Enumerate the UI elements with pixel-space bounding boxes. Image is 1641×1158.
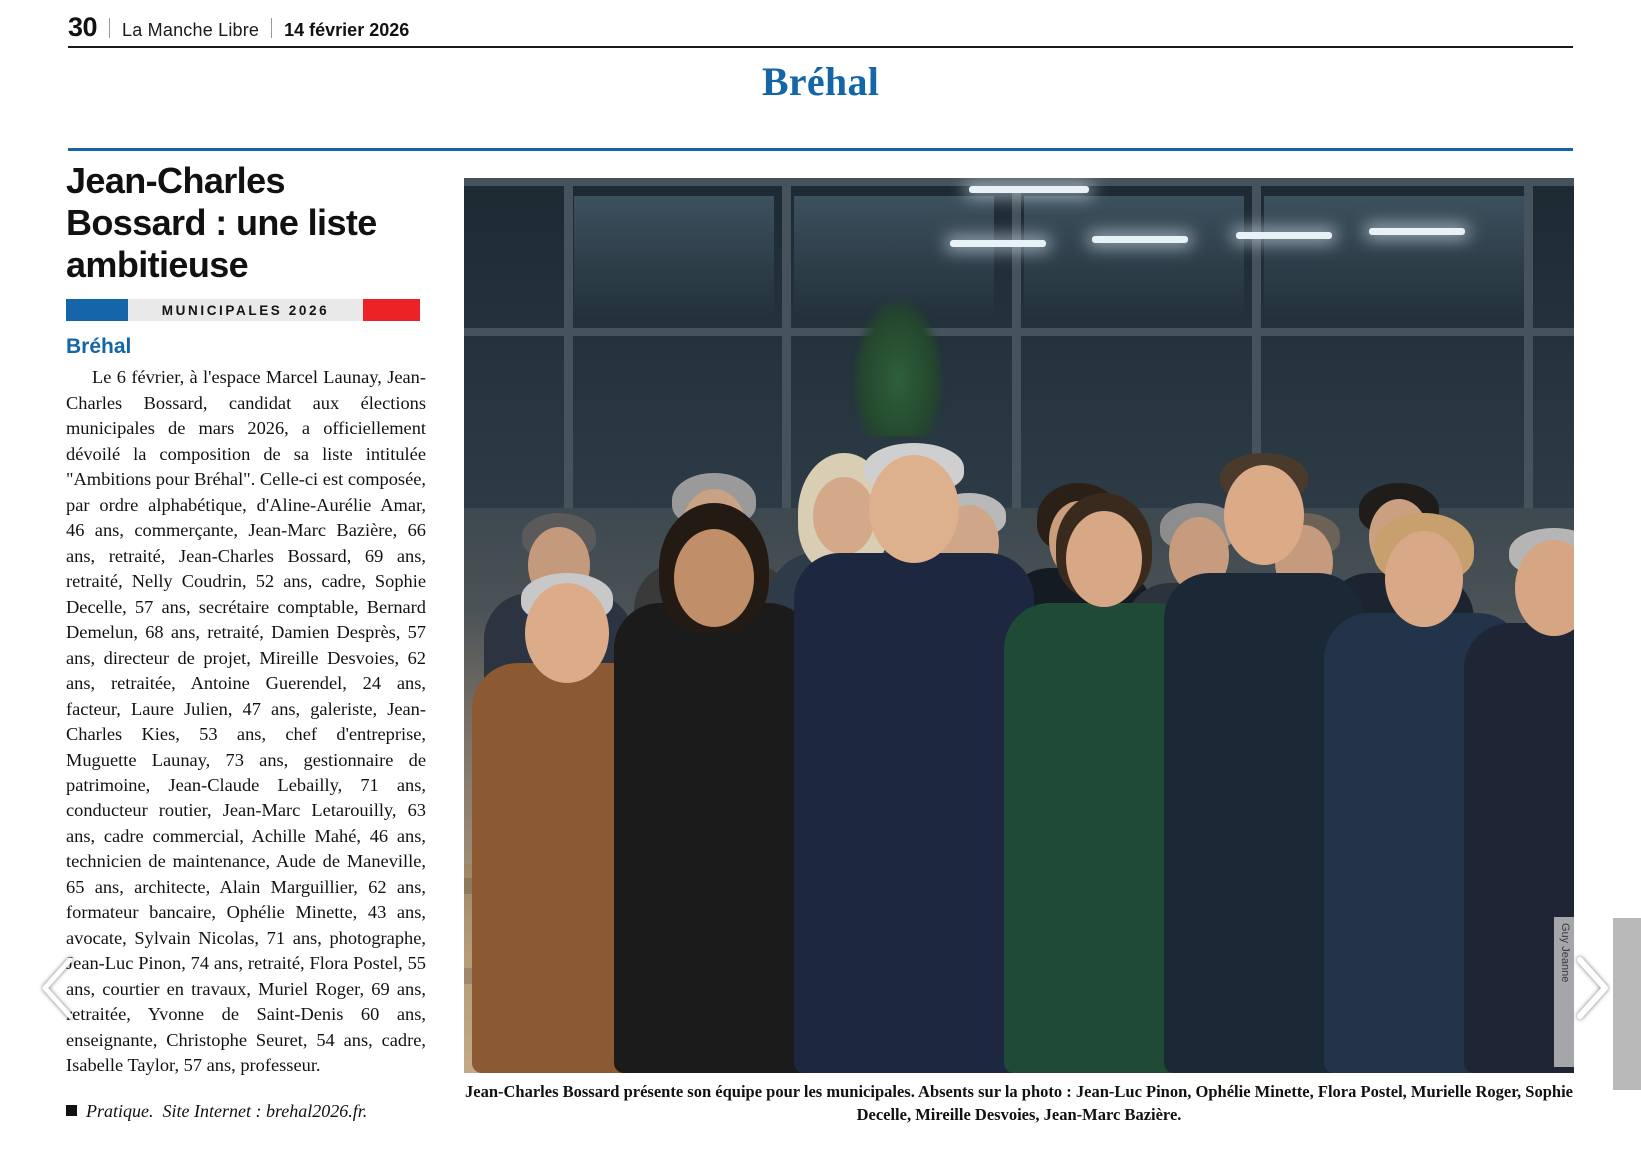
ceiling-light — [1369, 228, 1465, 235]
masthead-rule — [68, 46, 1573, 48]
photo-caption: Jean-Charles Bossard présente son équipe pour les municipales. Absents sur la photo : Jean-Luc Pinon, Ophélie Minette, Flora Postel, Murielle Roger, Sophie Decelle, Mireille Desvoies, Jean-Marc Bazière. — [465, 1082, 1573, 1124]
masthead-divider — [109, 18, 110, 38]
page-title: Jean-Charles Bossard : une liste ambitieuse — [66, 160, 377, 285]
ceiling-light — [1092, 236, 1188, 243]
ceiling-light — [969, 186, 1089, 193]
practical-info-text: Site Internet : brehal2026.fr. — [162, 1100, 368, 1121]
masthead — [68, 12, 1573, 46]
window-pane — [574, 196, 774, 316]
badge-label-wrap — [128, 299, 363, 321]
page-number: 30 — [68, 12, 98, 42]
bullet-square-icon — [66, 1105, 77, 1116]
window-mullion-h — [464, 178, 1574, 186]
window-pane — [1024, 196, 1244, 316]
masthead-divider-2 — [271, 18, 272, 38]
article-photo — [464, 178, 1574, 1073]
window-mullion — [564, 178, 573, 508]
section-title: Bréhal — [761, 59, 880, 104]
photo-scene — [464, 178, 1574, 1073]
window-pane — [1264, 196, 1524, 316]
article-body: Le 6 février, à l'espace Marcel Launay, Jean-Charles Bossard, candidat aux élections municipales de mars 2026, a officiellement dévoilé la composition de sa liste intitulée "Ambitions pour Bréhal". Celle-ci est composée, par ordre alphabétique, d'Aline-Aurélie Amar, 46 ans, commerçante, Jean-Marc Bazière, 66 ans, retraité, Jean-Charles Bossard, 69 ans, retraité, Nelly Coudrin, 52 ans, cadre, Sophie Decelle, 57 ans, secrétaire comptable, Bernard Demelun, 68 ans, retraité, Damien Desprès, 57 ans, directeur de projet, Mireille Desvoies, 62 ans, retraitée, Antoine Guerendel, 24 ans, facteur, Laure Julien, 47 ans, galeriste, Jean-Charles Kies, 53 ans, chef d'entreprise, Muguette Launay, 73 ans, gestionnaire de patrimoine, Jean-Claude Lebailly, 71 ans, conducteur routier, Jean-Marc Letarouilly, 63 ans, cadre commercial, Achille Mahé, 46 ans, technicien de maintenance, Aude de Maneville, 65 ans, architecte, Alain Marguillier, 62 ans, formateur bancaire, Ophélie Minette, 43 ans, avocate, Sylvain Nicolas, 71 ans, photographe, Jean-Luc Pinon, 74 ans, retraité, Flora Postel, 55 ans, courtier en travaux, Muriel Roger, 69 ans, retraitée, Yvonne de Saint-Denis 60 ans, enseignante, Christophe Seuret, 54 ans, cadre, Isabelle Taylor, 57 ans, professeur. — [66, 367, 426, 1076]
section-rule — [68, 148, 1573, 151]
window-mullion — [1524, 178, 1533, 508]
right-edge-strip — [1613, 918, 1641, 1090]
person-front-main — [794, 443, 1034, 1073]
window-mullion-h — [464, 328, 1574, 336]
photo-credit — [1554, 917, 1574, 1067]
article-dateline: Bréhal — [66, 335, 132, 359]
photo-credit-text: Guy Jeanne — [1559, 923, 1571, 983]
badge-left-block — [66, 299, 128, 321]
article-column — [66, 160, 426, 1122]
ceiling-light — [1236, 232, 1332, 239]
publication-date: 14 février 2026 — [284, 20, 410, 40]
ceiling-light — [950, 240, 1046, 247]
status-badge — [66, 299, 420, 321]
person-front — [614, 503, 814, 1073]
indoor-plant — [852, 296, 944, 436]
practical-info-label: Pratique. — [86, 1100, 154, 1121]
practical-info — [66, 1101, 426, 1122]
chevron-right-icon[interactable] — [1575, 957, 1609, 1019]
badge-label: MUNICIPALES 2026 — [161, 302, 330, 318]
badge-right-block — [363, 299, 420, 321]
publication-name: La Manche Libre — [122, 20, 260, 40]
chevron-left-icon[interactable] — [40, 957, 74, 1019]
